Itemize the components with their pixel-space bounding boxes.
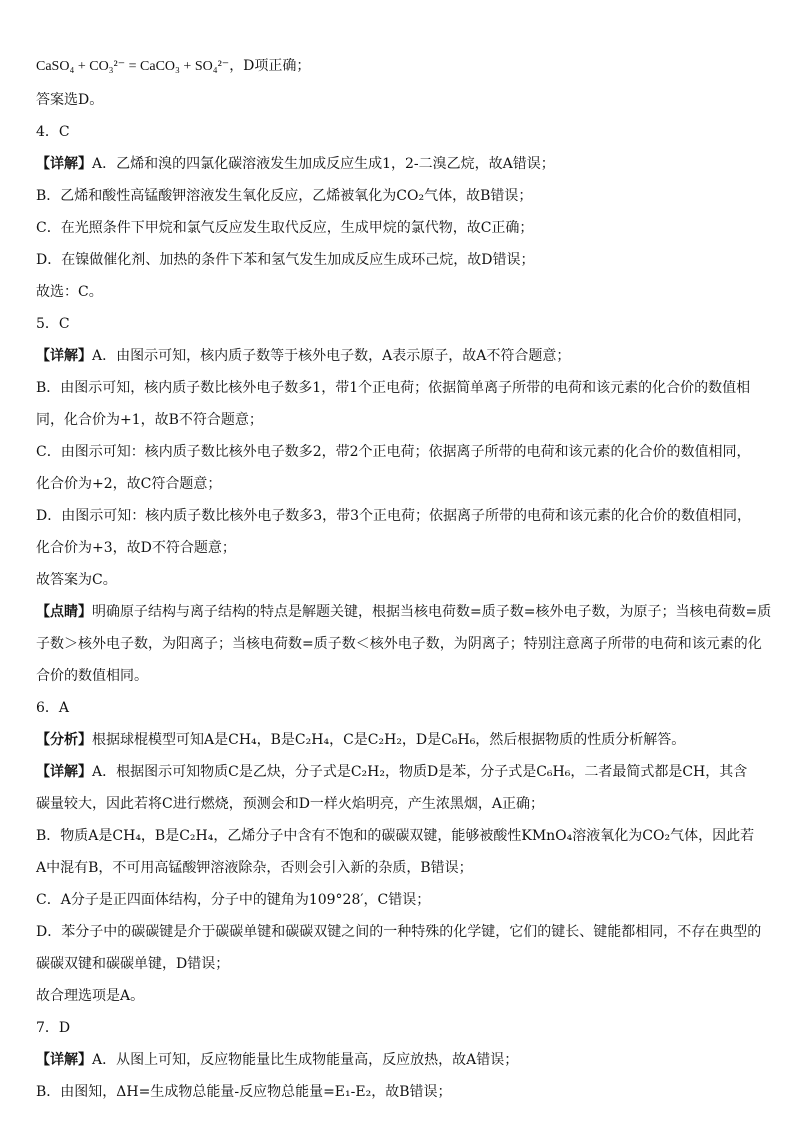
explanation-line: B．由图知，ΔH=生成物总能量-反应物总能量=E₁-E₂，故B错误； xyxy=(36,1084,452,1100)
question-number: 4．C xyxy=(36,124,70,140)
explanation-line: C．在光照条件下甲烷和氯气反应发生取代反应，生成甲烷的氯代物，故C正确； xyxy=(36,220,534,236)
answer-line: 答案选D。 xyxy=(36,92,104,108)
answer-line: 故答案为C。 xyxy=(36,572,117,588)
section-tag: 【详解】 xyxy=(36,348,92,364)
section-tag: 【详解】 xyxy=(36,156,92,172)
question-number: 7．D xyxy=(36,1020,71,1036)
explanation-line: B．由图示可知，核内质子数比核外电子数多1，带1个正电荷；依据简单离子所带的电荷和该元素的化合价的数值相 xyxy=(36,380,751,396)
explanation-line: 化合价为+3，故D不符合题意； xyxy=(36,540,236,556)
line-text: A．根据图示可知物质C是乙炔，分子式是C₂H₂，物质D是苯，分子式是C₆H₆，二者最简式都是CH，其含 xyxy=(92,764,748,780)
explanation-line: B．物质A是CH₄，B是C₂H₄，乙烯分子中含有不饱和的碳碳双键，能够被酸性KMnO₄溶液氧化为CO₂气体，因此若 xyxy=(36,828,755,844)
note-line: 子数＞核外电子数，为阳离子；当核电荷数=质子数＜核外电子数，为阴离子；特别注意离子所带的电荷和该元素的化 xyxy=(36,636,762,652)
explanation-line: D．由图示可知：核内质子数比核外电子数多3，带3个正电荷；依据离子所带的电荷和该元素的化合价的数值相同， xyxy=(36,508,752,524)
explanation-line xyxy=(36,762,747,782)
explanation-line xyxy=(36,154,555,174)
explanation-line: 同，化合价为+1，故B不符合题意； xyxy=(36,412,263,428)
explanation-line: A中混有B，不可用高锰酸钾溶液除杂，否则会引入新的杂质，B错误； xyxy=(36,860,473,876)
note-line xyxy=(36,602,771,622)
explanation-line: D．在镍做催化剂、加热的条件下苯和氢气发生加成反应生成环己烷，故D错误； xyxy=(36,252,535,268)
line-text: A．从图上可知，反应物能量比生成物能量高，反应放热，故A错误； xyxy=(92,1052,519,1068)
note-line: 合价的数值相同。 xyxy=(36,668,148,684)
line-text: 明确原子结构与离子结构的特点是解题关键，根据当核电荷数=质子数=核外电子数，为原子；当核电荷数=质 xyxy=(92,604,772,620)
chemical-equation: CaSO₄ + CO₃²⁻ = CaCO₃ + SO₄²⁻ xyxy=(36,59,230,74)
explanation-line xyxy=(36,1050,518,1070)
question-number: 5．C xyxy=(36,316,70,332)
answer-line: 故选：C。 xyxy=(36,284,103,300)
analysis-line xyxy=(36,730,685,750)
explanation-line xyxy=(36,346,570,366)
section-tag: 【详解】 xyxy=(36,1052,92,1068)
explanation-line: C．A分子是正四面体结构，分子中的键角为109°28′，C错误； xyxy=(36,892,431,908)
explanation-line: D．苯分子中的碳碳键是介于碳碳单键和碳碳双键之间的一种特殊的化学键，它们的键长、键能都相同，不存在典型的 xyxy=(36,924,762,940)
line-text: 根据球棍模型可知A是CH₄，B是C₂H₄，C是C₂H₂，D是C₆H₆，然后根据物质的性质分析解答。 xyxy=(92,732,686,748)
explanation-line: C．由图示可知：核内质子数比核外电子数多2，带2个正电荷；依据离子所带的电荷和该元素的化合价的数值相同， xyxy=(36,444,751,460)
question-number: 6．A xyxy=(36,700,70,716)
section-tag: 【分析】 xyxy=(36,732,92,748)
line-text: A．乙烯和溴的四氯化碳溶液发生加成反应生成1，2-二溴乙烷，故A错误； xyxy=(92,156,555,172)
answer-line: 故合理选项是A。 xyxy=(36,988,145,1004)
line-text: A．由图示可知，核内质子数等于核外电子数，A表示原子，故A不符合题意； xyxy=(92,348,571,364)
explanation-line: 碳碳双键和碳碳单键，D错误； xyxy=(36,956,230,972)
line-text: ，D项正确； xyxy=(229,58,311,74)
section-tag: 【详解】 xyxy=(36,764,92,780)
explanation-line: 化合价为+2，故C符合题意； xyxy=(36,476,222,492)
section-tag: 【点睛】 xyxy=(36,604,92,620)
explanation-line: 碳量较大，因此若将C进行燃烧，预测会和D一样火焰明亮，产生浓黑烟，A正确； xyxy=(36,796,545,812)
equation-line xyxy=(36,56,310,77)
explanation-line: B．乙烯和酸性高锰酸钾溶液发生氧化反应，乙烯被氧化为CO₂气体，故B错误； xyxy=(36,188,533,204)
